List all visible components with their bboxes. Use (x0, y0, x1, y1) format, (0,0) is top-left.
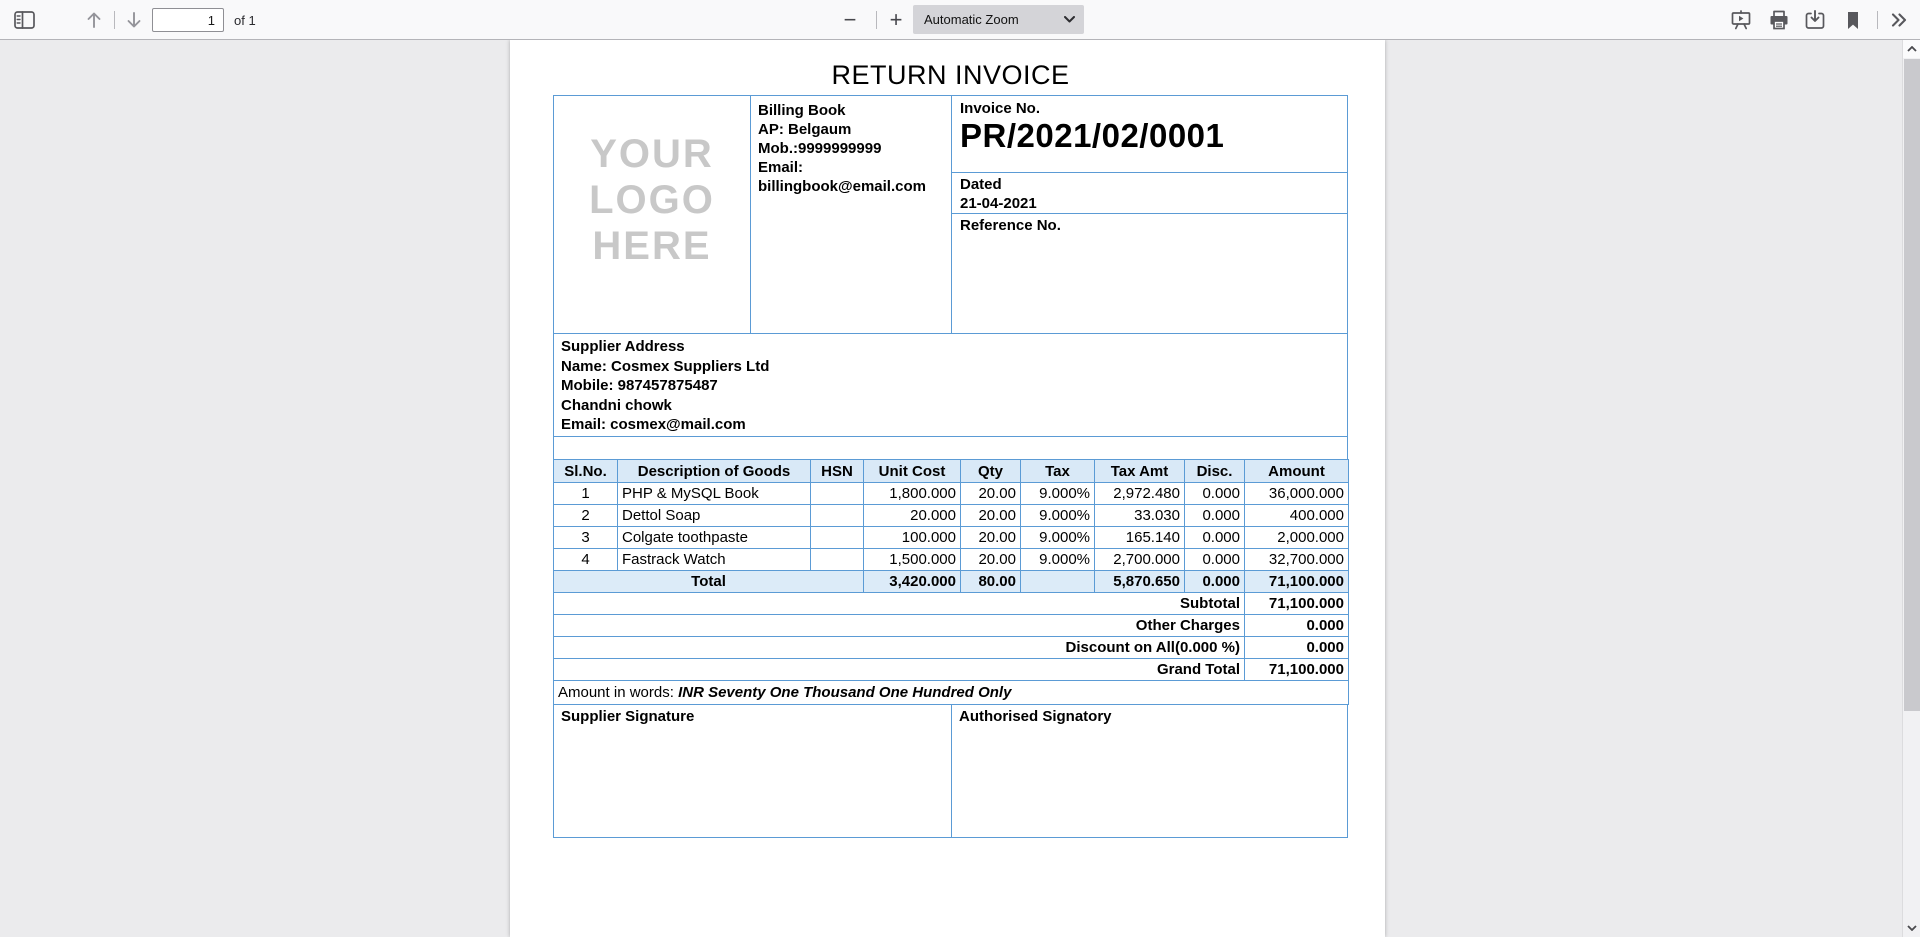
subtotal-row (554, 593, 1349, 615)
pdf-viewer-area (0, 40, 1902, 937)
zoom-level-value: Automatic Zoom (924, 12, 1019, 27)
cell-qty: 20.00 (961, 483, 1021, 505)
double-chevron-right-icon (1889, 11, 1909, 29)
invoice-number-section (952, 96, 1347, 173)
other-charges-value: 0.000 (1245, 615, 1349, 637)
cell-tax-amt: 165.140 (1095, 527, 1185, 549)
page-up-icon (85, 10, 103, 30)
cell-slno: 2 (554, 505, 618, 527)
supplier-heading: Supplier Address (561, 338, 685, 355)
billing-mobile: Mob.:9999999999 (758, 140, 882, 157)
scroll-down-icon (1907, 925, 1917, 931)
billing-name: Billing Book (758, 102, 846, 119)
toolbar-divider (1877, 11, 1878, 29)
cell-tax-amt: 2,700.000 (1095, 549, 1185, 571)
grand-total-label: Grand Total (554, 659, 1245, 681)
save-button[interactable] (1801, 6, 1829, 34)
invoice-number-value: PR/2021/02/0001 (960, 117, 1225, 154)
scroll-up-icon (1907, 46, 1917, 52)
table-total-row (554, 571, 1349, 593)
cell-hsn (811, 505, 864, 527)
cell-description: Fastrack Watch (618, 549, 811, 571)
presentation-mode-button[interactable] (1727, 6, 1755, 34)
cell-tax: 9.000% (1021, 527, 1095, 549)
cell-disc: 0.000 (1185, 549, 1245, 571)
current-view-button[interactable] (1839, 6, 1867, 34)
print-button[interactable] (1765, 6, 1793, 34)
cell-description: Dettol Soap (618, 505, 811, 527)
col-header-description: Description of Goods (618, 460, 811, 483)
cell-qty: 20.00 (961, 527, 1021, 549)
cell-amount: 2,000.000 (1245, 527, 1349, 549)
zoom-out-button[interactable]: − (836, 6, 864, 34)
vertical-scrollbar[interactable] (1902, 40, 1920, 937)
logo-line: HERE (592, 223, 712, 268)
col-header-tax-amt: Tax Amt (1095, 460, 1185, 483)
previous-page-button[interactable] (80, 6, 108, 34)
invoice-header-box (553, 95, 1348, 334)
table-row (554, 549, 1349, 571)
cell-unit-cost: 100.000 (864, 527, 961, 549)
scrollbar-thumb[interactable] (1904, 59, 1920, 711)
chevron-down-icon (1064, 16, 1075, 23)
cell-description: PHP & MySQL Book (618, 483, 811, 505)
col-header-hsn: HSN (811, 460, 864, 483)
col-header-qty: Qty (961, 460, 1021, 483)
billing-info-block (751, 96, 952, 333)
total-qty: 80.00 (961, 571, 1021, 593)
supplier-street: Chandni chowk (561, 396, 672, 414)
other-charges-label: Other Charges (554, 615, 1245, 637)
cell-slno: 3 (554, 527, 618, 549)
sidebar-toggle-button[interactable] (10, 6, 38, 34)
dated-value: 21-04-2021 (960, 195, 1037, 212)
logo-line: YOUR (590, 131, 714, 176)
scroll-down-button[interactable] (1903, 919, 1920, 937)
total-label: Total (554, 571, 864, 593)
reference-number-label: Reference No. (960, 217, 1061, 234)
pdf-page (510, 40, 1385, 937)
cell-amount: 400.000 (1245, 505, 1349, 527)
total-disc: 0.000 (1185, 571, 1245, 593)
items-table (553, 459, 1349, 705)
toolbar-divider (876, 11, 877, 29)
cell-tax: 9.000% (1021, 549, 1095, 571)
discount-label: Discount on All(0.000 %) (554, 637, 1245, 659)
cell-hsn (811, 549, 864, 571)
total-amount: 71,100.000 (1245, 571, 1349, 593)
col-header-tax: Tax (1021, 460, 1095, 483)
amount-in-words-row (554, 681, 1349, 705)
zoom-level-select[interactable] (913, 5, 1084, 34)
save-icon (1805, 10, 1825, 30)
amount-in-words-value: INR Seventy One Thousand One Hundred Only (678, 684, 1012, 701)
billing-address: AP: Belgaum (758, 121, 852, 138)
table-row (554, 505, 1349, 527)
invoice-document (553, 60, 1348, 838)
page-down-icon (125, 10, 143, 30)
table-row (554, 527, 1349, 549)
col-header-unit-cost: Unit Cost (864, 460, 961, 483)
cell-slno: 4 (554, 549, 618, 571)
col-header-slno: Sl.No. (554, 460, 618, 483)
billing-email: billingbook@email.com (758, 178, 926, 195)
cell-tax: 9.000% (1021, 483, 1095, 505)
supplier-address-block (553, 334, 1348, 437)
invoice-meta-block (952, 96, 1347, 333)
grand-total-row (554, 659, 1349, 681)
invoice-date-section (952, 173, 1347, 214)
cell-qty: 20.00 (961, 549, 1021, 571)
grand-total-value: 71,100.000 (1245, 659, 1349, 681)
cell-slno: 1 (554, 483, 618, 505)
toolbar-divider (114, 11, 115, 29)
subtotal-label: Subtotal (554, 593, 1245, 615)
spacer-row (553, 437, 1348, 459)
cell-unit-cost: 20.000 (864, 505, 961, 527)
cell-disc: 0.000 (1185, 505, 1245, 527)
authorised-signatory-label: Authorised Signatory (959, 708, 1112, 725)
invoice-number-label: Invoice No. (960, 100, 1041, 117)
logo-line: LOGO (589, 177, 715, 222)
page-number-input[interactable] (152, 8, 224, 32)
cell-tax-amt: 2,972.480 (1095, 483, 1185, 505)
supplier-signature-label: Supplier Signature (554, 705, 952, 837)
subtotal-value: 71,100.000 (1245, 593, 1349, 615)
print-icon (1769, 10, 1789, 30)
signature-box (553, 705, 1348, 838)
col-header-disc: Disc. (1185, 460, 1245, 483)
cell-amount: 36,000.000 (1245, 483, 1349, 505)
sidebar-toggle-icon (14, 11, 35, 29)
billing-email-label: Email: (758, 159, 804, 176)
cell-unit-cost: 1,800.000 (864, 483, 961, 505)
cell-qty: 20.00 (961, 505, 1021, 527)
cell-tax: 9.000% (1021, 505, 1095, 527)
cell-hsn (811, 483, 864, 505)
discount-value: 0.000 (1245, 637, 1349, 659)
table-header-row (554, 460, 1349, 483)
cell-hsn (811, 527, 864, 549)
supplier-mobile: Mobile: 987457875487 (561, 377, 718, 394)
cell-tax-amt: 33.030 (1095, 505, 1185, 527)
discount-row (554, 637, 1349, 659)
total-tax (1021, 571, 1095, 593)
presentation-mode-icon (1731, 10, 1751, 30)
other-charges-row (554, 615, 1349, 637)
dated-label: Dated (960, 176, 1002, 193)
cell-unit-cost: 1,500.000 (864, 549, 961, 571)
zoom-in-button[interactable]: + (882, 6, 910, 34)
pdf-toolbar (0, 0, 1920, 40)
supplier-email: Email: cosmex@mail.com (561, 416, 746, 433)
page-count-label: of 1 (234, 13, 256, 28)
cell-disc: 0.000 (1185, 483, 1245, 505)
total-unit-cost: 3,420.000 (864, 571, 961, 593)
bookmark-icon (1845, 11, 1861, 30)
amount-in-words-label: Amount in words: (558, 684, 679, 701)
more-tools-button[interactable] (1884, 6, 1914, 34)
supplier-name: Name: Cosmex Suppliers Ltd (561, 357, 770, 375)
invoice-title: RETURN INVOICE (831, 60, 1070, 90)
cell-description: Colgate toothpaste (618, 527, 811, 549)
table-row (554, 483, 1349, 505)
next-page-button[interactable] (120, 6, 148, 34)
logo-placeholder (554, 96, 751, 333)
cell-amount: 32,700.000 (1245, 549, 1349, 571)
total-tax-amt: 5,870.650 (1095, 571, 1185, 593)
col-header-amount: Amount (1245, 460, 1349, 483)
scroll-up-button[interactable] (1903, 40, 1920, 58)
cell-disc: 0.000 (1185, 527, 1245, 549)
